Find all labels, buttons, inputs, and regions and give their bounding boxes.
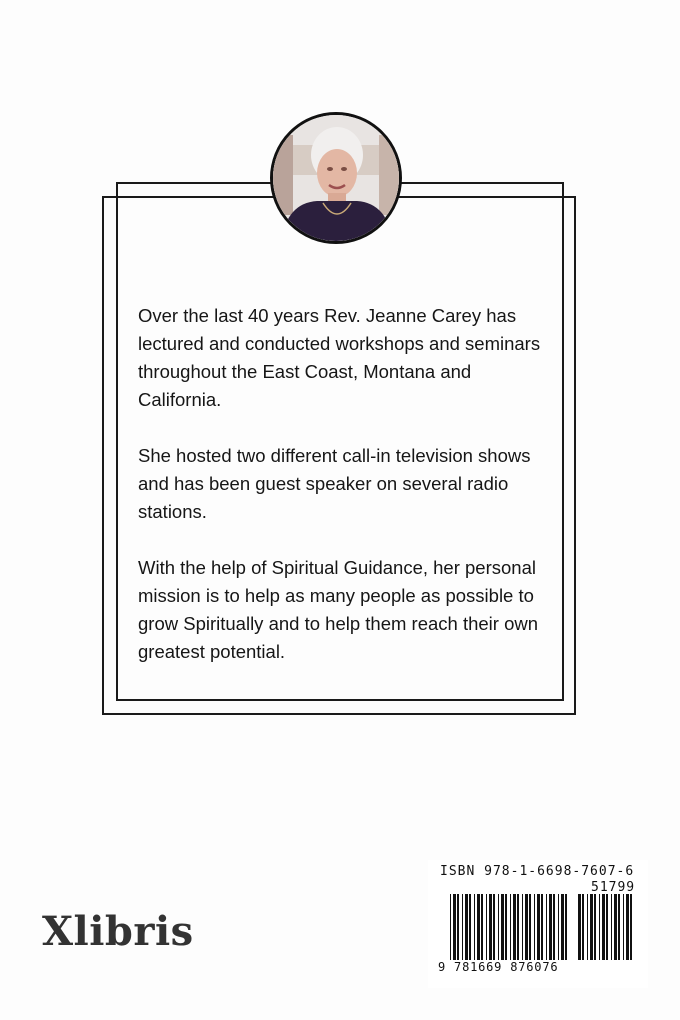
publisher-logo: Xlibris [42, 908, 194, 955]
barcode-digits: 9 781669 876076 [438, 960, 559, 974]
bio-paragraph: She hosted two different call-in television shows and has been guest speaker on several radio stations. [138, 445, 531, 522]
bio-paragraph: Over the last 40 years Rev. Jeanne Carey has lectured and conducted workshops and seminars throughout the East Coast, Montana and California. [138, 305, 541, 410]
bio-paragraph: With the help of Spiritual Guidance, her personal mission is to help as many people as possible to grow Spiritually and to help them reach their own greatest potential. [138, 557, 539, 662]
isbn-label: ISBN 978-1-6698-7607-6 [440, 864, 635, 879]
price-code: 51799 [591, 880, 636, 895]
author-bio [138, 302, 558, 666]
author-photo [270, 112, 402, 244]
